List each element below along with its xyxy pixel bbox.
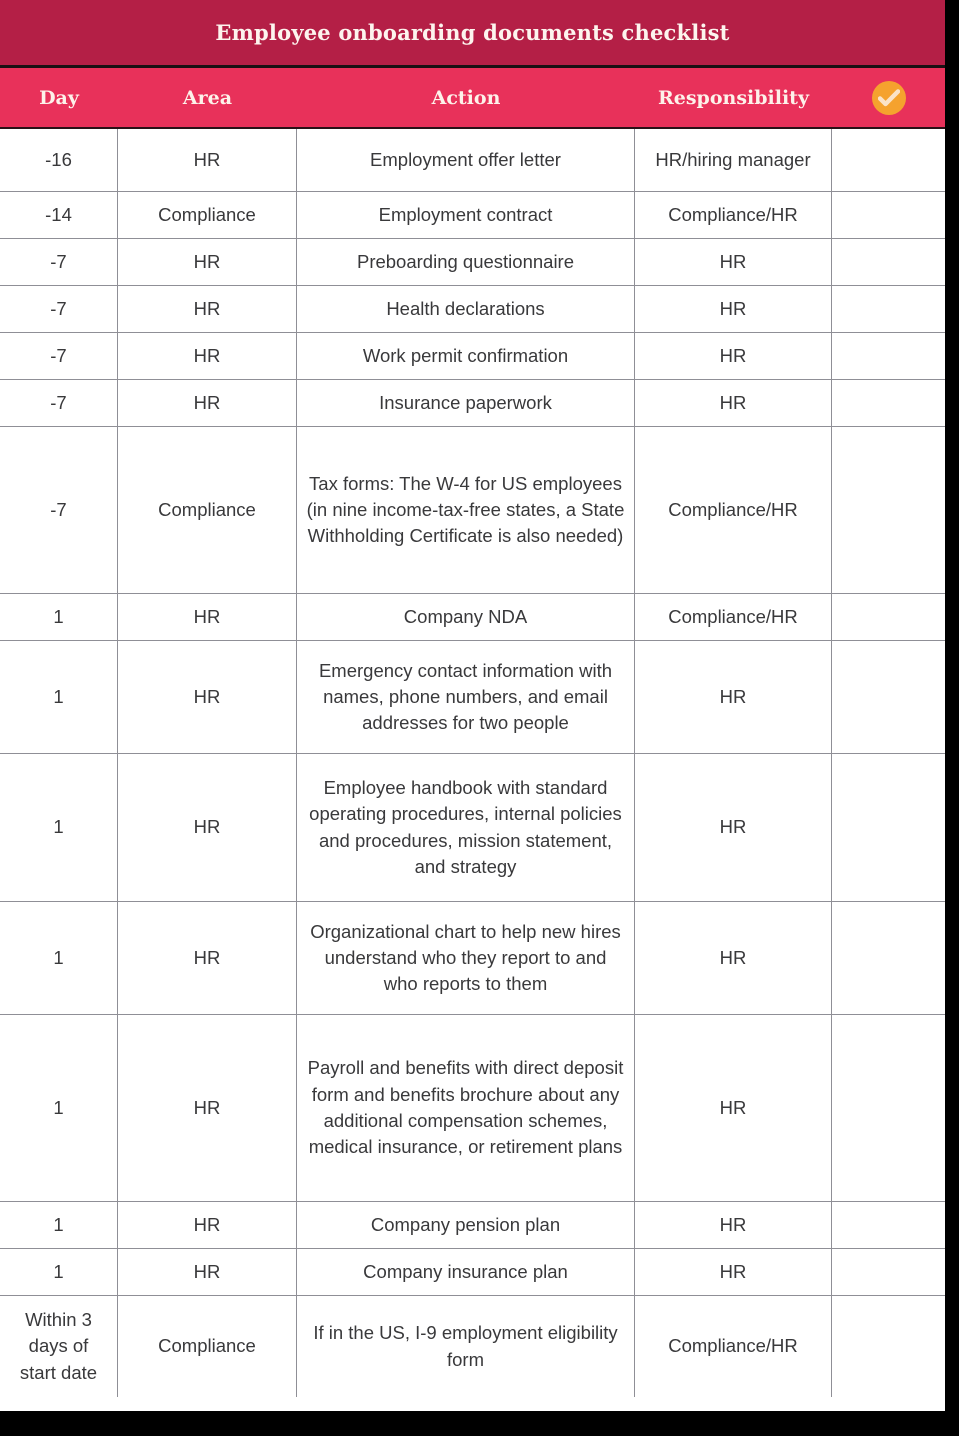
cell-action: Employment contract	[297, 192, 635, 238]
cell-check[interactable]	[832, 192, 945, 238]
checklist-table-body	[0, 129, 945, 1397]
cell-day: -7	[0, 239, 118, 285]
cell-responsibility: HR	[635, 1202, 832, 1248]
cell-action: Emergency contact information with names, phone numbers, and email addresses for two people	[297, 641, 635, 753]
cell-check[interactable]	[832, 902, 945, 1014]
cell-action: Organizational chart to help new hires understand who they report to and who reports to them	[297, 902, 635, 1014]
cell-area: Compliance	[118, 427, 297, 593]
cell-responsibility: HR	[635, 380, 832, 426]
table-row[interactable]	[0, 1249, 945, 1296]
cell-check[interactable]	[832, 427, 945, 593]
cell-responsibility: Compliance/HR	[635, 1296, 832, 1397]
cell-action: Employee handbook with standard operating procedures, internal policies and procedures, mission statement, and strategy	[297, 754, 635, 901]
cell-area: HR	[118, 1015, 297, 1201]
table-row[interactable]	[0, 902, 945, 1015]
column-header-day[interactable]: Day	[39, 86, 79, 109]
cell-responsibility: HR/hiring manager	[635, 129, 832, 191]
cell-responsibility: HR	[635, 641, 832, 753]
cell-action: Payroll and benefits with direct deposit form and benefits brochure about any additional compensation schemes, medical insurance, or retirement plans	[297, 1015, 635, 1201]
table-title-bar	[0, 0, 945, 68]
cell-check[interactable]	[832, 129, 945, 191]
cell-action: Company insurance plan	[297, 1249, 635, 1295]
cell-area: Compliance	[118, 1296, 297, 1397]
cell-area: HR	[118, 1249, 297, 1295]
cell-action: Health declarations	[297, 286, 635, 332]
cell-check[interactable]	[832, 754, 945, 901]
cell-area: HR	[118, 641, 297, 753]
cell-check[interactable]	[832, 333, 945, 379]
cell-day: 1	[0, 1249, 118, 1295]
cell-check[interactable]	[832, 641, 945, 753]
cell-responsibility: HR	[635, 902, 832, 1014]
page-title: Employee onboarding documents checklist	[215, 20, 730, 45]
cell-responsibility: HR	[635, 1249, 832, 1295]
column-header-check[interactable]	[832, 68, 945, 127]
table-row[interactable]	[0, 427, 945, 594]
table-row[interactable]	[0, 1296, 945, 1397]
table-row[interactable]	[0, 641, 945, 754]
cell-action: Work permit confirmation	[297, 333, 635, 379]
cell-responsibility: HR	[635, 239, 832, 285]
cell-day: 1	[0, 1015, 118, 1201]
cell-day: 1	[0, 754, 118, 901]
table-row[interactable]	[0, 192, 945, 239]
table-row[interactable]	[0, 380, 945, 427]
cell-area: HR	[118, 239, 297, 285]
cell-day: 1	[0, 594, 118, 640]
cell-area: HR	[118, 902, 297, 1014]
cell-area: HR	[118, 754, 297, 901]
cell-action: If in the US, I-9 employment eligibility form	[297, 1296, 635, 1397]
cell-check[interactable]	[832, 1249, 945, 1295]
column-header-responsibility[interactable]: Responsibility	[657, 86, 810, 109]
cell-day: Within 3 days of start date	[0, 1296, 118, 1397]
cell-action: Company pension plan	[297, 1202, 635, 1248]
cell-action: Tax forms: The W-4 for US employees (in nine income-tax-free states, a State Withholding Certificate is also needed)	[297, 427, 635, 593]
cell-check[interactable]	[832, 1015, 945, 1201]
table-row[interactable]	[0, 1202, 945, 1249]
cell-day: -7	[0, 286, 118, 332]
table-row[interactable]	[0, 286, 945, 333]
cell-day: -7	[0, 333, 118, 379]
cell-check[interactable]	[832, 1296, 945, 1397]
cell-action: Preboarding questionnaire	[297, 239, 635, 285]
cell-day: -7	[0, 380, 118, 426]
cell-responsibility: HR	[635, 286, 832, 332]
cell-check[interactable]	[832, 594, 945, 640]
cell-responsibility: HR	[635, 333, 832, 379]
cell-area: HR	[118, 594, 297, 640]
cell-area: HR	[118, 1202, 297, 1248]
cell-day: -7	[0, 427, 118, 593]
cell-area: Compliance	[118, 192, 297, 238]
check-circle-icon	[872, 81, 906, 115]
cell-area: HR	[118, 286, 297, 332]
cell-action: Employment offer letter	[297, 129, 635, 191]
cell-responsibility: Compliance/HR	[635, 427, 832, 593]
cell-check[interactable]	[832, 239, 945, 285]
cell-area: HR	[118, 129, 297, 191]
cell-day: -16	[0, 129, 118, 191]
cell-check[interactable]	[832, 380, 945, 426]
cell-action: Insurance paperwork	[297, 380, 635, 426]
cell-day: 1	[0, 902, 118, 1014]
table-row[interactable]	[0, 129, 945, 192]
cell-area: HR	[118, 333, 297, 379]
cell-check[interactable]	[832, 286, 945, 332]
table-row[interactable]	[0, 594, 945, 641]
cell-responsibility: Compliance/HR	[635, 594, 832, 640]
table-row[interactable]	[0, 1015, 945, 1202]
cell-day: 1	[0, 641, 118, 753]
column-header-area[interactable]: Area	[182, 86, 233, 109]
table-row[interactable]	[0, 754, 945, 902]
cell-day: 1	[0, 1202, 118, 1248]
cell-action: Company NDA	[297, 594, 635, 640]
cell-responsibility: HR	[635, 754, 832, 901]
cell-check[interactable]	[832, 1202, 945, 1248]
cell-responsibility: Compliance/HR	[635, 192, 832, 238]
table-row[interactable]	[0, 239, 945, 286]
cell-day: -14	[0, 192, 118, 238]
table-column-header	[0, 68, 945, 129]
cell-area: HR	[118, 380, 297, 426]
cell-responsibility: HR	[635, 1015, 832, 1201]
table-row[interactable]	[0, 333, 945, 380]
column-header-action[interactable]: Action	[431, 86, 501, 109]
